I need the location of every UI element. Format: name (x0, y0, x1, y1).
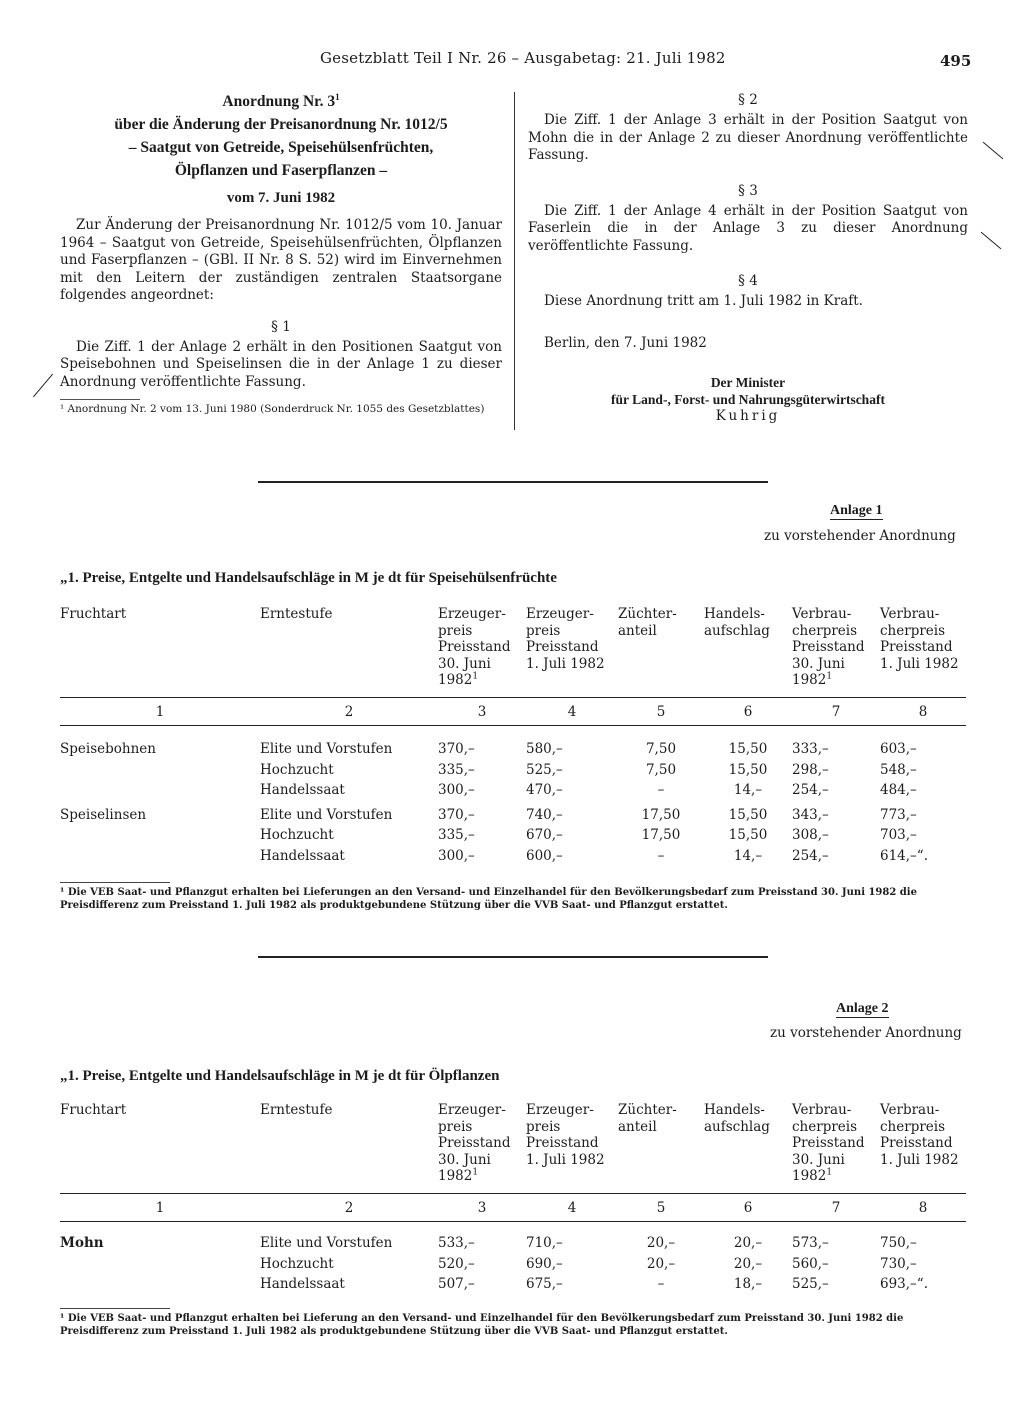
section-2-text: Die Ziff. 1 der Anlage 3 erhält in der Position Saatgut von Mohn die in der Anlage 2 zu dieser Anordnung veröffentlichte Fassung. (528, 112, 968, 163)
section-3-heading: § 3 (738, 182, 758, 199)
table-row: Speiselinsen Elite und Vorstufen 370,– 740,– 17,50 15,50 343,– 773,– (60, 806, 917, 823)
anlage-1-label: Anlage 1 (830, 503, 883, 518)
column-number-row: 1 2 3 4 5 6 7 8 (60, 697, 966, 725)
margin-mark (981, 232, 1002, 249)
header-erntestufe: Erntestufe (260, 606, 333, 622)
page-number: 495 (940, 52, 972, 70)
ordinance-title: Anordnung Nr. $3^1$ (222, 91, 340, 110)
column-divider (514, 92, 515, 430)
section-1-text: Die Ziff. 1 der Anlage 2 erhält in den Positionen Saatgut von Speisebohnen und Speiselinsen die in der Anlage 1 zu dieser Anordnung veröffentlichte Fassung. (60, 338, 502, 390)
header-verbraucherpreis-2: Verbrau- cherpreis Preisstand 1. Juli 1982 (880, 1102, 959, 1168)
table-row: Handelssaat 507,– 675,– – 18,– 525,– 693,–“. (260, 1276, 929, 1292)
margin-mark (33, 374, 53, 398)
header-erzeugerpreis-1: Erzeuger- preis Preisstand 30. Juni 1982$^1$ (438, 606, 511, 688)
header-erzeugerpreis-1: Erzeuger- preis Preisstand 30. Juni 1982$^1$ (438, 1102, 511, 1184)
right-column (528, 90, 968, 424)
header-verbraucherpreis-1: Verbrau- cherpreis Preisstand 30. Juni 1982$^1$ (792, 1102, 865, 1184)
header-handelsaufschlag: Handels- aufschlag (704, 1102, 770, 1135)
anlage-1-subtitle: zu vorstehender Anordnung (764, 528, 956, 544)
section-4-heading: § 4 (738, 273, 758, 289)
table-row: Hochzucht 335,– 670,– 17,50 15,50 308,– 703,– (260, 827, 917, 843)
header-erzeugerpreis-2: Erzeuger- preis Preisstand 1. Juli 1982 (526, 606, 605, 672)
header-verbraucherpreis-2: Verbrau- cherpreis Preisstand 1. Juli 1982 (880, 606, 959, 672)
table-row: Handelssaat 300,– 600,– – 14,– 254,– 614,–“. (260, 847, 929, 864)
ordinance-subject-1: – Saatgut von Getreide, Speisehülsenfrüchten, (128, 139, 434, 156)
header-erzeugerpreis-2: Erzeuger- preis Preisstand 1. Juli 1982 (526, 1102, 605, 1168)
gazette-title: Gesetzblatt Teil I Nr. 26 – Ausgabetag: 21. Juli 1982 (320, 49, 726, 67)
minister-title: Der Minister (710, 375, 786, 390)
header-fruchtart: Fruchtart (60, 606, 127, 622)
header-handelsaufschlag: Handels- aufschlag (704, 606, 770, 639)
signature: Kuhrig (715, 408, 781, 424)
page-header (0, 46, 1024, 76)
table-row: Mohn Elite und Vorstufen 533,– 710,– 20,– 20,– 573,– 750,– (60, 1235, 917, 1251)
header-erntestufe: Erntestufe (260, 1102, 333, 1118)
header-fruchtart: Fruchtart (60, 1102, 127, 1118)
section-2-heading: § 2 (738, 92, 758, 108)
section-divider (258, 956, 768, 958)
anlage-2-table-title: „1. Preise, Entgelte und Handelsaufschläge in M je dt für Ölpflanzen (60, 1068, 500, 1084)
section-divider (258, 481, 768, 483)
anlage-2-label: Anlage 2 (836, 1001, 889, 1016)
anlage-2-footnote: ¹ Die VEB Saat- und Pflanzgut erhalten bei Lieferung an den Versand- und Einzelhandel für den Bevölkerungsbedarf zum Preisstand 30. Juni 1982 die Preisdifferenz zum Preisstand 1. Juli 1982 als produktgebundene Stützung über die VVB Saat- und Pflanzgut erstattet. (60, 1313, 904, 1337)
anlage-1-footnote-rule (60, 882, 170, 883)
left-column (60, 90, 502, 416)
table-row: Hochzucht 335,– 525,– 7,50 15,50 298,– 548,– (260, 761, 917, 778)
section-1-heading: § 1 (271, 318, 291, 335)
preamble: Zur Änderung der Preisanordnung Nr. 1012/5 vom 10. Januar 1964 – Saatgut von Getreide, Speisehülsenfrüchten, Ölpflanzen und Faserpflanzen – (GBl. II Nr. 8 S. 52) wird im Einvernehmen mit den Leitern der zuständigen zentralen Staatsorgane folgendes angeordnet: (60, 217, 502, 303)
anlage-2-price-table (60, 1102, 966, 1295)
header-zuechteranteil: Züchter- anteil (618, 1102, 677, 1135)
ministry-name: für Land-, Forst- und Nahrungsgüterwirtschaft (611, 392, 885, 407)
anlage-1-price-table (60, 606, 966, 866)
anlage-1-table-title: „1. Preise, Entgelte und Handelsaufschläge in M je dt für Speisehülsenfrüchte (60, 570, 557, 586)
place-date: Berlin, den 7. Juni 1982 (544, 334, 707, 351)
column-number-row: 1 2 3 4 5 6 7 8 (60, 1193, 966, 1221)
table-row: Speisebohnen Elite und Vorstufen 370,– 580,– 7,50 15,50 333,– 603,– (60, 741, 917, 757)
section-4-text: Diese Anordnung tritt am 1. Juli 1982 in Kraft. (544, 293, 863, 309)
ordinance-subtitle: über die Änderung der Preisanordnung Nr. 1012/5 (114, 116, 448, 133)
table-row: Handelssaat 300,– 470,– – 14,– 254,– 484,– (260, 782, 917, 798)
ordinance-subject-2: Ölpflanzen und Faserpflanzen – (174, 162, 388, 179)
footnote: ¹ Anordnung Nr. 2 vom 13. Juni 1980 (Sonderdruck Nr. 1055 des Gesetzblattes) (60, 403, 485, 415)
header-verbraucherpreis-1: Verbrau- cherpreis Preisstand 30. Juni 1982$^1$ (792, 606, 865, 688)
table-header-row (60, 606, 966, 697)
margin-mark (983, 142, 1004, 159)
table-row: Hochzucht 520,– 690,– 20,– 20,– 560,– 730,– (260, 1255, 917, 1272)
ordinance-date: vom 7. Juni 1982 (226, 190, 336, 206)
anlage-1-footnote: ¹ Die VEB Saat- und Pflanzgut erhalten bei Lieferungen an den Versand- und Einzelhandel für den Bevölkerungsbedarf zum Preisstand 30. Juni 1982 die Preisdifferenz zum Preisstand 1. Juli 1982 als produktgebundene Stützung über die VVB Saat- und Pflanzgut erstattet. (60, 887, 917, 911)
table-header-row (60, 1102, 966, 1193)
section-3-text: Die Ziff. 1 der Anlage 4 erhält in der Position Saatgut von Faserlein die in der Anlage 3 zu dieser Anordnung veröffentlichte Fassung. (528, 202, 968, 254)
anlage-2-subtitle: zu vorstehender Anordnung (770, 1025, 962, 1041)
header-zuechteranteil: Züchter- anteil (618, 606, 677, 639)
anlage-2-footnote-rule (60, 1308, 170, 1309)
